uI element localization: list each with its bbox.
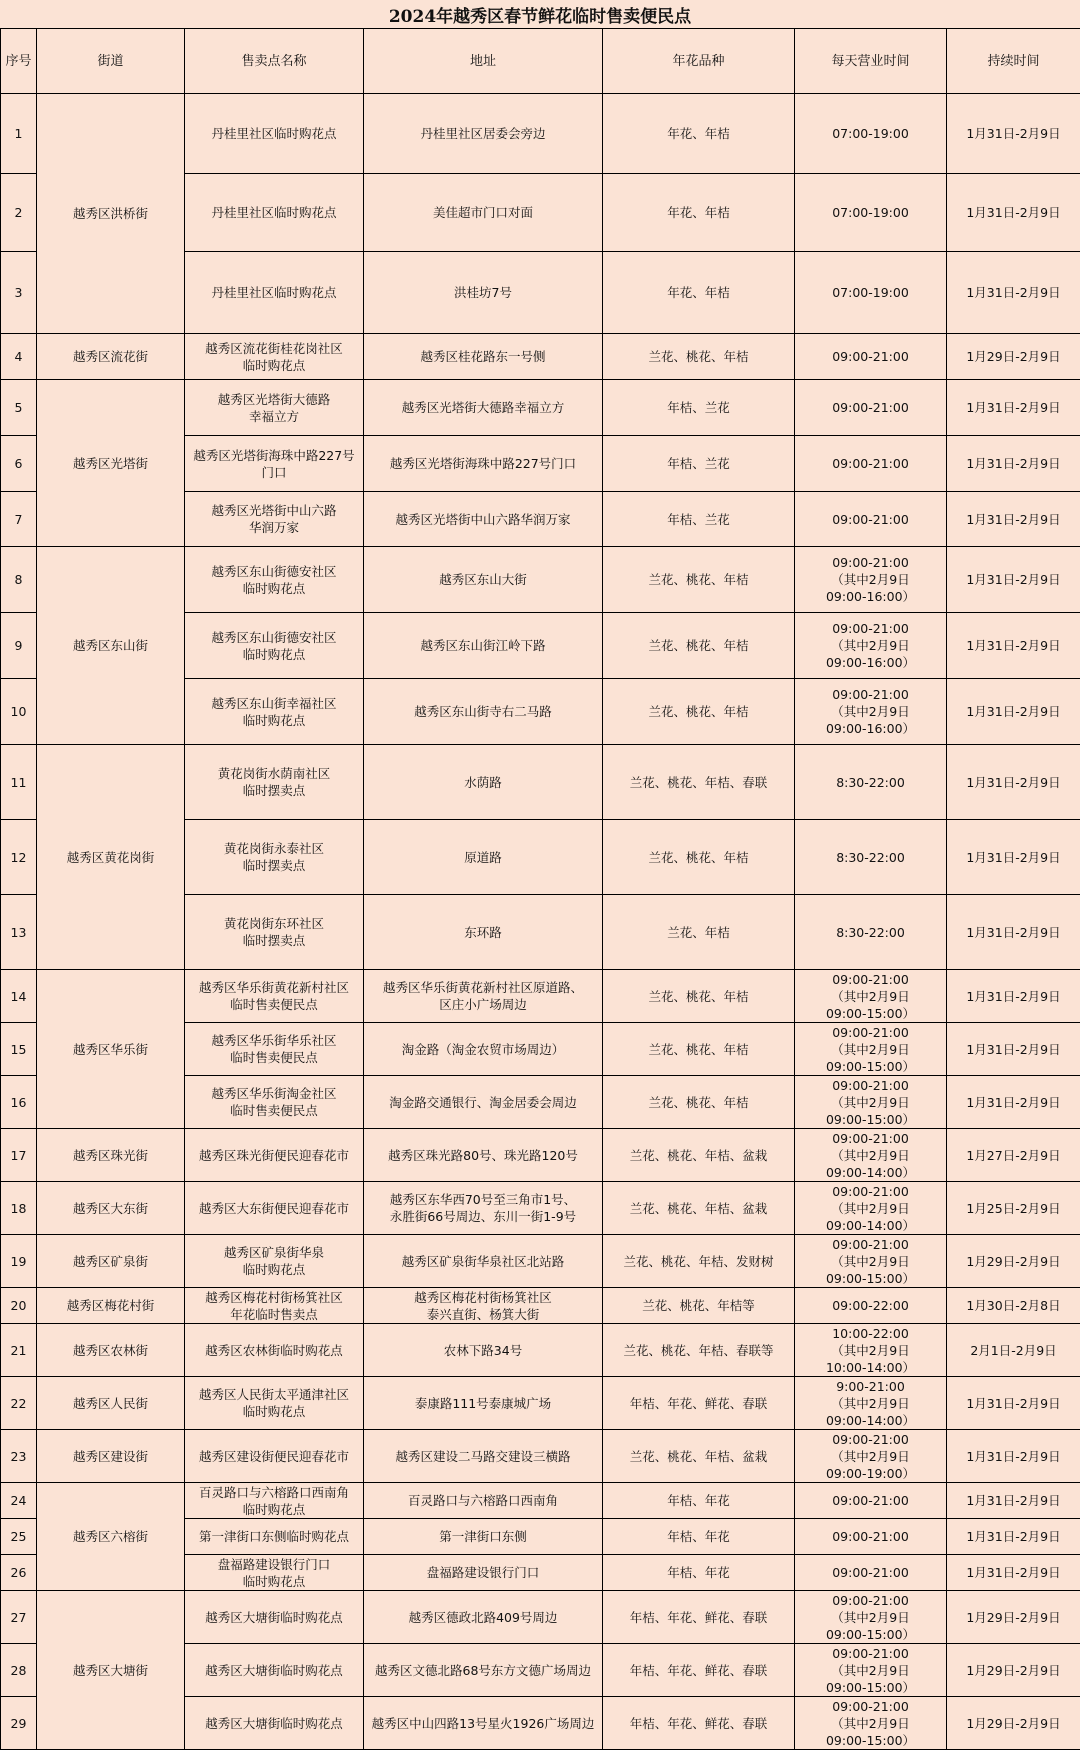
table-row [1, 1324, 1080, 1377]
cell-address: 东环路 [364, 895, 603, 970]
cell-duration: 1月31日-2月9日 [947, 380, 1080, 436]
cell-street: 越秀区华乐街 [37, 970, 185, 1129]
cell-flower-types: 兰花、桃花、年桔 [603, 334, 795, 380]
table-row [1, 1288, 1080, 1324]
cell-index: 23 [1, 1430, 37, 1483]
cell-flower-types: 兰花、桃花、年桔、盆栽 [603, 1182, 795, 1235]
cell-address: 越秀区珠光路80号、珠光路120号 [364, 1129, 603, 1182]
cell-address: 泰康路111号泰康城广场 [364, 1377, 603, 1430]
cell-daily-hours: 07:00-19:00 [795, 94, 947, 174]
cell-street: 越秀区矿泉街 [37, 1235, 185, 1288]
cell-address: 越秀区桂花路东一号侧 [364, 334, 603, 380]
cell-street: 越秀区建设街 [37, 1430, 185, 1483]
column-header: 序号 [1, 29, 37, 94]
cell-index: 10 [1, 679, 37, 745]
cell-address: 越秀区光塔街大德路幸福立方 [364, 380, 603, 436]
cell-flower-types: 兰花、桃花、年桔、发财树 [603, 1235, 795, 1288]
cell-address: 越秀区光塔街中山六路华润万家 [364, 492, 603, 547]
cell-duration: 1月25日-2月9日 [947, 1182, 1080, 1235]
cell-vendor-name: 黄花岗街水荫南社区 临时摆卖点 [185, 745, 364, 820]
cell-vendor-name: 越秀区东山街幸福社区 临时购花点 [185, 679, 364, 745]
table-row [1, 1182, 1080, 1235]
cell-flower-types: 兰花、桃花、年桔、春联等 [603, 1324, 795, 1377]
cell-vendor-name: 丹桂里社区临时购花点 [185, 94, 364, 174]
cell-vendor-name: 越秀区建设街便民迎春花市 [185, 1430, 364, 1483]
cell-duration: 1月31日-2月9日 [947, 745, 1080, 820]
cell-index: 19 [1, 1235, 37, 1288]
cell-daily-hours: 09:00-21:00 （其中2月9日 09:00-16:00） [795, 679, 947, 745]
cell-daily-hours: 09:00-21:00 [795, 1555, 947, 1591]
cell-flower-types: 兰花、桃花、年桔、春联 [603, 745, 795, 820]
cell-daily-hours: 09:00-21:00 [795, 1519, 947, 1555]
cell-street: 越秀区流花街 [37, 334, 185, 380]
cell-index: 17 [1, 1129, 37, 1182]
cell-address: 百灵路口与六榕路口西南角 [364, 1483, 603, 1519]
cell-vendor-name: 第一津街口东侧临时购花点 [185, 1519, 364, 1555]
cell-address: 越秀区梅花村街杨箕社区 泰兴直街、杨箕大街 [364, 1288, 603, 1324]
cell-duration: 1月29日-2月9日 [947, 334, 1080, 380]
cell-address: 洪桂坊7号 [364, 252, 603, 334]
cell-address: 越秀区建设二马路交建设三横路 [364, 1430, 603, 1483]
cell-index: 21 [1, 1324, 37, 1377]
cell-street: 越秀区六榕街 [37, 1483, 185, 1591]
cell-flower-types: 年桔、年花、鲜花、春联 [603, 1644, 795, 1697]
cell-daily-hours: 09:00-21:00 [795, 436, 947, 492]
cell-duration: 1月29日-2月9日 [947, 1591, 1080, 1644]
cell-vendor-name: 越秀区光塔街中山六路 华润万家 [185, 492, 364, 547]
cell-street: 越秀区洪桥街 [37, 94, 185, 334]
cell-address: 越秀区东山大街 [364, 547, 603, 613]
table-row [1, 745, 1080, 820]
cell-vendor-name: 越秀区华乐街黄花新村社区 临时售卖便民点 [185, 970, 364, 1023]
cell-vendor-name: 越秀区人民街太平通津社区 临时购花点 [185, 1377, 364, 1430]
cell-index: 22 [1, 1377, 37, 1430]
cell-index: 1 [1, 94, 37, 174]
cell-address: 越秀区华乐街黄花新村社区原道路、 区庄小广场周边 [364, 970, 603, 1023]
cell-index: 14 [1, 970, 37, 1023]
cell-flower-types: 年桔、年花 [603, 1519, 795, 1555]
cell-vendor-name: 丹桂里社区临时购花点 [185, 174, 364, 252]
column-header: 地址 [364, 29, 603, 94]
cell-daily-hours: 9:00-21:00 （其中2月9日 09:00-14:00） [795, 1377, 947, 1430]
cell-street: 越秀区东山街 [37, 547, 185, 745]
cell-vendor-name: 越秀区珠光街便民迎春花市 [185, 1129, 364, 1182]
cell-index: 27 [1, 1591, 37, 1644]
cell-duration: 1月31日-2月9日 [947, 1377, 1080, 1430]
cell-address: 越秀区文德北路68号东方文德广场周边 [364, 1644, 603, 1697]
header-row [1, 29, 1080, 94]
cell-address: 越秀区东山街寺右二马路 [364, 679, 603, 745]
cell-vendor-name: 越秀区大东街便民迎春花市 [185, 1182, 364, 1235]
cell-flower-types: 年桔、年花、鲜花、春联 [603, 1377, 795, 1430]
cell-address: 美佳超市门口对面 [364, 174, 603, 252]
sheet-title: 2024年越秀区春节鲜花临时售卖便民点 [0, 0, 1080, 29]
cell-flower-types: 年桔、兰花 [603, 492, 795, 547]
cell-daily-hours: 09:00-21:00 （其中2月9日 09:00-15:00） [795, 1644, 947, 1697]
cell-vendor-name: 越秀区东山街德安社区 临时购花点 [185, 547, 364, 613]
cell-address: 农林下路34号 [364, 1324, 603, 1377]
cell-vendor-name: 越秀区大塘街临时购花点 [185, 1697, 364, 1750]
cell-duration: 1月31日-2月9日 [947, 1023, 1080, 1076]
cell-vendor-name: 丹桂里社区临时购花点 [185, 252, 364, 334]
cell-address: 丹桂里社区居委会旁边 [364, 94, 603, 174]
cell-flower-types: 年桔、年花 [603, 1555, 795, 1591]
cell-duration: 1月31日-2月9日 [947, 252, 1080, 334]
cell-duration: 1月31日-2月9日 [947, 94, 1080, 174]
cell-duration: 1月31日-2月9日 [947, 174, 1080, 252]
cell-duration: 1月29日-2月9日 [947, 1235, 1080, 1288]
vendor-table [0, 28, 1080, 1750]
cell-duration: 1月31日-2月9日 [947, 613, 1080, 679]
cell-index: 3 [1, 252, 37, 334]
table-row [1, 1235, 1080, 1288]
cell-duration: 1月31日-2月9日 [947, 820, 1080, 895]
column-header: 售卖点名称 [185, 29, 364, 94]
cell-daily-hours: 09:00-21:00 （其中2月9日 09:00-15:00） [795, 1591, 947, 1644]
cell-street: 越秀区人民街 [37, 1377, 185, 1430]
cell-address: 越秀区东山街江岭下路 [364, 613, 603, 679]
cell-street: 越秀区大东街 [37, 1182, 185, 1235]
cell-address: 水荫路 [364, 745, 603, 820]
cell-vendor-name: 越秀区大塘街临时购花点 [185, 1644, 364, 1697]
cell-flower-types: 年花、年桔 [603, 174, 795, 252]
cell-daily-hours: 09:00-21:00 （其中2月9日 09:00-16:00） [795, 613, 947, 679]
column-header: 持续时间 [947, 29, 1080, 94]
cell-vendor-name: 黄花岗街永泰社区 临时摆卖点 [185, 820, 364, 895]
cell-flower-types: 年桔、年花、鲜花、春联 [603, 1697, 795, 1750]
cell-daily-hours: 09:00-21:00 （其中2月9日 09:00-14:00） [795, 1129, 947, 1182]
cell-address: 淘金路（淘金农贸市场周边） [364, 1023, 603, 1076]
cell-vendor-name: 越秀区东山街德安社区 临时购花点 [185, 613, 364, 679]
table-row [1, 1377, 1080, 1430]
cell-vendor-name: 越秀区矿泉街华泉 临时购花点 [185, 1235, 364, 1288]
cell-duration: 1月31日-2月9日 [947, 1483, 1080, 1519]
cell-daily-hours: 10:00-22:00 （其中2月9日 10:00-14:00） [795, 1324, 947, 1377]
cell-flower-types: 兰花、桃花、年桔等 [603, 1288, 795, 1324]
cell-street: 越秀区珠光街 [37, 1129, 185, 1182]
cell-index: 26 [1, 1555, 37, 1591]
cell-index: 29 [1, 1697, 37, 1750]
table-row [1, 1483, 1080, 1519]
cell-index: 4 [1, 334, 37, 380]
cell-vendor-name: 越秀区华乐街华乐社区 临时售卖便民点 [185, 1023, 364, 1076]
cell-vendor-name: 越秀区光塔街海珠中路227号 门口 [185, 436, 364, 492]
cell-daily-hours: 09:00-21:00 （其中2月9日 09:00-15:00） [795, 1235, 947, 1288]
cell-index: 18 [1, 1182, 37, 1235]
cell-address: 盘福路建设银行门口 [364, 1555, 603, 1591]
cell-index: 20 [1, 1288, 37, 1324]
column-header: 街道 [37, 29, 185, 94]
table-row [1, 1430, 1080, 1483]
cell-daily-hours: 09:00-21:00 （其中2月9日 09:00-19:00） [795, 1430, 947, 1483]
cell-flower-types: 年花、年桔 [603, 94, 795, 174]
cell-duration: 1月30日-2月8日 [947, 1288, 1080, 1324]
cell-vendor-name: 黄花岗街东环社区 临时摆卖点 [185, 895, 364, 970]
cell-index: 8 [1, 547, 37, 613]
cell-index: 2 [1, 174, 37, 252]
column-header: 年花品种 [603, 29, 795, 94]
cell-duration: 1月29日-2月9日 [947, 1644, 1080, 1697]
cell-daily-hours: 07:00-19:00 [795, 252, 947, 334]
cell-vendor-name: 越秀区华乐街淘金社区 临时售卖便民点 [185, 1076, 364, 1129]
table-row [1, 334, 1080, 380]
cell-duration: 1月31日-2月9日 [947, 1430, 1080, 1483]
cell-flower-types: 兰花、年桔 [603, 895, 795, 970]
cell-index: 28 [1, 1644, 37, 1697]
cell-address: 淘金路交通银行、淘金居委会周边 [364, 1076, 603, 1129]
cell-daily-hours: 09:00-21:00 （其中2月9日 09:00-15:00） [795, 1076, 947, 1129]
cell-address: 原道路 [364, 820, 603, 895]
table-row [1, 94, 1080, 174]
cell-address: 越秀区矿泉街华泉社区北站路 [364, 1235, 603, 1288]
cell-duration: 1月31日-2月9日 [947, 1076, 1080, 1129]
cell-index: 5 [1, 380, 37, 436]
cell-flower-types: 兰花、桃花、年桔、盆栽 [603, 1129, 795, 1182]
cell-flower-types: 兰花、桃花、年桔 [603, 970, 795, 1023]
cell-index: 6 [1, 436, 37, 492]
cell-daily-hours: 09:00-21:00 （其中2月9日 09:00-15:00） [795, 1697, 947, 1750]
cell-duration: 1月31日-2月9日 [947, 970, 1080, 1023]
cell-flower-types: 兰花、桃花、年桔、盆栽 [603, 1430, 795, 1483]
column-header: 每天营业时间 [795, 29, 947, 94]
cell-daily-hours: 09:00-21:00 （其中2月9日 09:00-16:00） [795, 547, 947, 613]
cell-duration: 2月1日-2月9日 [947, 1324, 1080, 1377]
cell-vendor-name: 越秀区光塔街大德路 幸福立方 [185, 380, 364, 436]
cell-vendor-name: 越秀区流花街桂花岗社区 临时购花点 [185, 334, 364, 380]
cell-vendor-name: 越秀区梅花村街杨箕社区 年花临时售卖点 [185, 1288, 364, 1324]
cell-vendor-name: 盘福路建设银行门口 临时购花点 [185, 1555, 364, 1591]
cell-daily-hours: 09:00-21:00 （其中2月9日 09:00-14:00） [795, 1182, 947, 1235]
cell-daily-hours: 09:00-21:00 [795, 380, 947, 436]
cell-index: 13 [1, 895, 37, 970]
cell-index: 24 [1, 1483, 37, 1519]
cell-daily-hours: 8:30-22:00 [795, 745, 947, 820]
cell-index: 16 [1, 1076, 37, 1129]
cell-duration: 1月29日-2月9日 [947, 1697, 1080, 1750]
cell-duration: 1月31日-2月9日 [947, 679, 1080, 745]
cell-street: 越秀区大塘街 [37, 1591, 185, 1750]
cell-duration: 1月31日-2月9日 [947, 547, 1080, 613]
cell-flower-types: 年花、年桔 [603, 252, 795, 334]
cell-address: 越秀区德政北路409号周边 [364, 1591, 603, 1644]
cell-flower-types: 兰花、桃花、年桔 [603, 547, 795, 613]
cell-flower-types: 兰花、桃花、年桔 [603, 679, 795, 745]
cell-flower-types: 年桔、年花 [603, 1483, 795, 1519]
cell-address: 第一津街口东侧 [364, 1519, 603, 1555]
cell-daily-hours: 09:00-21:00 [795, 1483, 947, 1519]
cell-daily-hours: 8:30-22:00 [795, 820, 947, 895]
cell-daily-hours: 09:00-21:00 （其中2月9日 09:00-15:00） [795, 1023, 947, 1076]
cell-duration: 1月31日-2月9日 [947, 895, 1080, 970]
cell-flower-types: 年桔、兰花 [603, 380, 795, 436]
cell-flower-types: 年桔、年花、鲜花、春联 [603, 1591, 795, 1644]
cell-daily-hours: 8:30-22:00 [795, 895, 947, 970]
table-row [1, 547, 1080, 613]
cell-flower-types: 兰花、桃花、年桔 [603, 1076, 795, 1129]
table-row [1, 1591, 1080, 1644]
cell-daily-hours: 09:00-21:00 [795, 334, 947, 380]
cell-duration: 1月31日-2月9日 [947, 436, 1080, 492]
cell-flower-types: 年桔、兰花 [603, 436, 795, 492]
cell-street: 越秀区光塔街 [37, 380, 185, 547]
cell-index: 7 [1, 492, 37, 547]
table-row [1, 1129, 1080, 1182]
cell-street: 越秀区农林街 [37, 1324, 185, 1377]
cell-index: 25 [1, 1519, 37, 1555]
cell-vendor-name: 百灵路口与六榕路口西南角 临时购花点 [185, 1483, 364, 1519]
cell-address: 越秀区中山四路13号星火1926广场周边 [364, 1697, 603, 1750]
cell-duration: 1月27日-2月9日 [947, 1129, 1080, 1182]
cell-index: 15 [1, 1023, 37, 1076]
cell-duration: 1月31日-2月9日 [947, 1555, 1080, 1591]
cell-daily-hours: 09:00-21:00 [795, 492, 947, 547]
cell-address: 越秀区东华西70号至三角市1号、 永胜街66号周边、东川一街1-9号 [364, 1182, 603, 1235]
cell-flower-types: 兰花、桃花、年桔 [603, 1023, 795, 1076]
cell-index: 11 [1, 745, 37, 820]
cell-daily-hours: 07:00-19:00 [795, 174, 947, 252]
cell-vendor-name: 越秀区农林街临时购花点 [185, 1324, 364, 1377]
cell-index: 12 [1, 820, 37, 895]
cell-daily-hours: 09:00-22:00 [795, 1288, 947, 1324]
cell-street: 越秀区黄花岗街 [37, 745, 185, 970]
cell-vendor-name: 越秀区大塘街临时购花点 [185, 1591, 364, 1644]
cell-street: 越秀区梅花村街 [37, 1288, 185, 1324]
cell-duration: 1月31日-2月9日 [947, 492, 1080, 547]
cell-daily-hours: 09:00-21:00 （其中2月9日 09:00-15:00） [795, 970, 947, 1023]
cell-duration: 1月31日-2月9日 [947, 1519, 1080, 1555]
table-row [1, 380, 1080, 436]
cell-flower-types: 兰花、桃花、年桔 [603, 820, 795, 895]
table-row [1, 970, 1080, 1023]
cell-address: 越秀区光塔街海珠中路227号门口 [364, 436, 603, 492]
cell-index: 9 [1, 613, 37, 679]
cell-flower-types: 兰花、桃花、年桔 [603, 613, 795, 679]
